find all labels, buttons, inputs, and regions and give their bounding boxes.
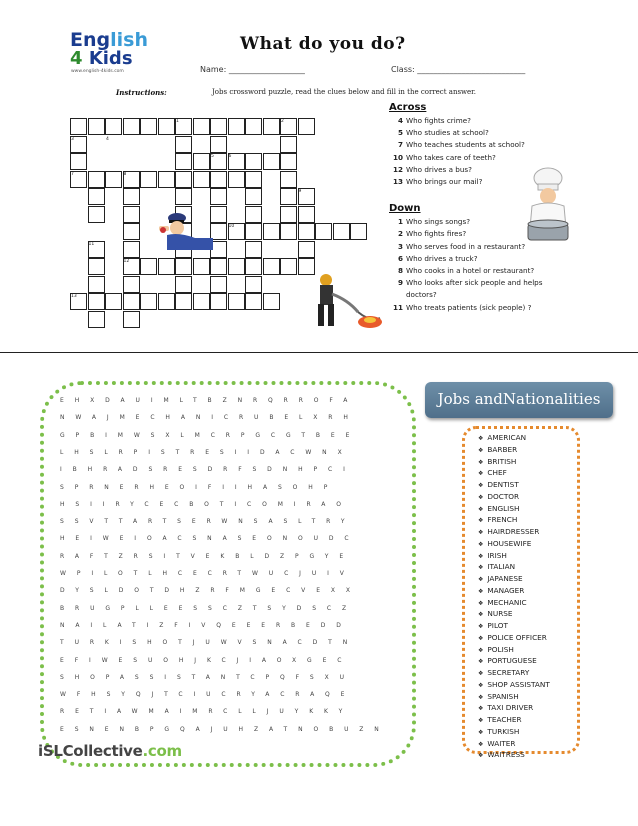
word-list-label: MECHANIC [487,597,527,607]
wordsearch-row: DYSLDOTDHZRFMGECVEXX [60,587,361,595]
diamond-bullet-icon: ❖ [478,517,484,525]
crossword-cell [88,171,105,188]
clue-text: Who brings our mail? [406,177,483,187]
clue-number: 2 [397,229,403,239]
clue-number: 7 [397,140,403,150]
clue-text: doctors? [406,290,437,300]
crossword-cell [123,311,140,328]
wordsearch-row: IBHRADSRESDRFSDNHPCI [60,466,356,474]
wordsearch-row: BRUGPLLEESSCZTSYDSCZ [60,604,357,612]
crossword-cell [105,293,122,310]
clue-text: Who looks after sick people and helps [406,278,543,288]
word-list-label: HOUSEWIFE [487,538,532,548]
crossword-cell [210,293,227,310]
word-list-label: PORTUGUESE [487,656,537,666]
diamond-bullet-icon: ❖ [478,435,484,442]
diamond-bullet-icon: ❖ [478,552,484,560]
crossword-cell [123,276,140,293]
diamond-bullet-icon: ❖ [478,482,484,489]
word-list-label: BRITISH [487,456,517,466]
crossword-cell [88,206,105,223]
crossword-cell [245,118,262,135]
crossword-cell [140,293,157,310]
clue-item [389,228,589,240]
word-list-item [478,598,550,610]
clues-panel [389,102,589,314]
crossword-cell [158,258,175,275]
across-heading: Across [389,102,427,113]
diamond-bullet-icon: ❖ [478,670,484,677]
crossword-cell [280,153,297,170]
word-list-label: TURKISH [487,726,520,736]
clue-text: Who serves food in a restaurant? [406,241,526,251]
clue-number: 11 [392,302,403,312]
crossword-cell [210,136,227,153]
wordsearch-row: RETIAWMAIMRCLLJUYKKY [60,708,354,716]
crossword-cell [350,223,367,240]
instructions-text: Jobs crossword puzzle, read the clues below and fill in the correct answer. [212,88,476,96]
crossword-cell [210,276,227,293]
crossword-cell [245,153,262,170]
section-divider [0,352,638,353]
crossword-number: 9 [298,189,302,194]
clue-text: Who fights crime? [406,116,471,125]
wordsearch-row: WFHSYQJTCIUCRYACRAQE [60,691,356,699]
word-list-item [478,492,550,504]
word-list-item [478,703,550,715]
diamond-bullet-icon: ❖ [478,540,484,548]
word-list-item [478,586,550,598]
diamond-bullet-icon: ❖ [478,693,484,701]
word-list-label: POLISH [487,644,514,654]
wordsearch-row: ESNENBPGQAJUHZATNOBUZN [60,725,390,733]
wordsearch-title: Jobs andNationalities [437,390,601,408]
wordsearch-row: WPILOTLHCECRTWUCJUIV [60,570,355,577]
crossword-cell [245,241,262,258]
crossword-cell [88,188,105,205]
crossword-cell [158,118,175,135]
clue-item [389,164,589,176]
crossword-cell [263,153,280,170]
word-list-label: HAIRDRESSER [487,527,540,536]
crossword-cell [245,188,262,205]
firefighter-illustration [308,272,388,330]
crossword-cell [88,258,105,275]
crossword-cell [210,188,227,205]
clue-item [389,277,589,289]
crossword-cell [175,171,192,188]
word-list-label: JAPANESE [487,574,523,583]
word-list-label: AMERICAN [487,433,527,442]
class-field-label: Class: ___________________________ [391,65,526,74]
crossword-cell [70,153,87,170]
word-list-item [478,457,550,469]
watermark-logo: iSLCollective.com [38,742,182,760]
crossword-number: 7 [71,171,74,177]
wordsearch-row: HEIWEIOACSNASEONOUDC [60,535,360,543]
word-list-item [478,750,550,762]
clue-text: Who studies at school? [406,128,489,138]
crossword-cell [228,293,245,310]
clue-item [389,289,589,301]
diamond-bullet-icon: ❖ [478,587,484,595]
crossword-cell [280,136,297,153]
crossword-cell [210,118,227,135]
word-list-item [478,645,550,657]
crossword-cell [70,118,87,135]
diamond-bullet-icon: ❖ [478,529,484,536]
logo-url: www.english-4kids.com [71,69,124,74]
clue-item [389,241,589,253]
diamond-bullet-icon: ❖ [478,505,484,513]
word-list-label: DENTIST [487,480,519,489]
crossword-cell [280,223,297,240]
word-list-label: POLICE OFFICER [487,632,547,642]
clue-text: Who drives a truck? [406,253,478,263]
crossword-cell [280,188,297,205]
crossword-number: 1 [176,119,179,124]
clue-item [389,176,589,188]
crossword-cell [298,118,315,135]
crossword-number: 3 [71,136,74,142]
wordsearch-row: SPRNERHEOIFIIHASOHP [60,483,339,491]
clue-item [389,152,589,164]
clue-number: 9 [397,278,403,288]
policeman-illustration [155,208,215,252]
crossword-cell [123,241,140,258]
diamond-bullet-icon: ❖ [478,705,484,713]
clue-item [389,127,589,139]
wordsearch-row: TURKISHOTJUWVSNACDTN [60,639,359,647]
word-list-item [478,656,550,668]
clue-text: Who drives a bus? [406,164,472,174]
word-list-item [478,668,550,680]
crossword-number: 4 [106,136,109,142]
crossword-cell [280,258,297,275]
clue-text: Who teaches students at school? [406,140,525,150]
word-list-label: TAXI DRIVER [487,703,534,713]
crossword-number: 5 [211,154,214,159]
clue-item [389,265,589,277]
word-list-item [478,739,550,751]
diamond-bullet-icon: ❖ [478,446,484,454]
clue-item [389,115,589,127]
word-list-item [478,574,550,586]
crossword-cell [263,293,280,310]
crossword-cell [88,118,105,135]
clue-number: 4 [397,116,403,125]
word-list-item [478,727,550,739]
clue-number: 13 [392,177,403,187]
crossword-cell [175,188,192,205]
diamond-bullet-icon: ❖ [478,658,484,666]
clue-text: Who takes care of teeth? [406,152,496,162]
word-list-label: MANAGER [487,585,525,595]
clue-number: 1 [397,217,403,227]
crossword-cell [88,293,105,310]
crossword-cell [123,293,140,310]
clue-text: Who sings songs? [406,217,471,227]
clue-item [389,139,589,151]
crossword-number: 8 [123,171,127,177]
crossword-cell [175,136,192,153]
diamond-bullet-icon: ❖ [478,611,484,619]
word-list-item [478,692,550,704]
crossword-cell [298,206,315,223]
crossword-cell [228,258,245,275]
crossword-number: 12 [123,259,130,264]
word-list-item [478,633,550,645]
word-list-label: DOCTOR [487,491,520,501]
word-list-label: CHEF [487,468,507,478]
crossword-cell [298,241,315,258]
clue-item [389,302,589,314]
crossword-cell [175,293,192,310]
crossword-cell [158,293,175,310]
crossword-cell [228,171,245,188]
crossword-cell [280,171,297,188]
crossword-cell [263,223,280,240]
diamond-bullet-icon: ❖ [478,646,484,654]
logo-english: English [70,29,148,51]
crossword-cell [175,258,192,275]
diamond-bullet-icon: ❖ [478,564,484,572]
crossword-cell [140,171,157,188]
crossword-number: 6 [228,154,232,159]
word-list-item [478,445,550,457]
instructions-label: Instructions: [116,88,167,97]
word-list-label: WAITRESS [487,750,525,760]
crossword-number: 10 [228,224,235,229]
crossword-cell [263,258,280,275]
word-list-label: PILOT [487,621,508,630]
crossword-cell [105,118,122,135]
word-list-label: ENGLISH [487,503,520,513]
crossword-cell [123,206,140,223]
crossword-cell [210,258,227,275]
diamond-bullet-icon: ❖ [478,717,484,724]
wordsearch-row: RAFTZRSITVEKBLDZPGYE [60,552,355,560]
crossword-cell [245,223,262,240]
word-list-label: ITALIAN [487,562,516,572]
crossword-cell [88,311,105,328]
crossword-cell [140,118,157,135]
word-list-item [478,715,550,727]
word-list-item [478,515,550,527]
crossword-cell [193,153,210,170]
clue-number: 8 [397,266,403,276]
wordsearch-row: NWAJMECHANICRUBELXRH [60,414,359,422]
wordsearch-row: SHOPASSISTANTCPQFSXU [60,673,355,681]
clue-number: 5 [397,128,403,138]
word-list-item [478,621,550,633]
crossword-cell [175,276,192,293]
wordsearch-row: LHSLRPISTRESIIDACWNX [60,448,353,456]
clue-item [389,253,589,265]
clue-number: 3 [397,241,403,251]
crossword-cell [280,206,297,223]
crossword-cell [123,223,140,240]
crossword-cell [245,276,262,293]
crossword-cell [245,171,262,188]
crossword-cell [245,258,262,275]
word-list-item [478,562,550,574]
down-heading: Down [389,203,421,215]
crossword-number: 2 [281,119,284,124]
diamond-bullet-icon: ❖ [478,470,484,478]
crossword-cell [158,171,175,188]
clue-text: Who treats patients (sick people) ? [406,302,532,312]
word-list-label: TEACHER [487,715,522,724]
diamond-bullet-icon: ❖ [478,634,484,642]
word-list-label: SPANISH [487,691,519,701]
clue-item [389,216,589,228]
clue-text: Who cooks in a hotel or restaurant? [406,266,535,276]
crossword-cell [193,171,210,188]
crossword-cell [333,223,350,240]
diamond-bullet-icon: ❖ [478,681,484,689]
word-list-label: SHOP ASSISTANT [487,679,550,689]
word-list [478,433,550,762]
word-list-item [478,609,550,621]
diamond-bullet-icon: ❖ [478,458,484,466]
crossword-cell [175,153,192,170]
crossword-cell [315,223,332,240]
diamond-bullet-icon: ❖ [478,493,484,501]
clue-number: 12 [392,164,403,174]
clue-number: 6 [397,253,403,263]
word-list-label: WAITER [487,738,516,748]
crossword-cell [123,188,140,205]
crossword-cell [263,118,280,135]
word-list-item [478,480,550,492]
crossword-cell [245,206,262,223]
diamond-bullet-icon: ❖ [478,740,484,748]
name-field-label: Name: ___________________ [200,65,305,74]
diamond-bullet-icon: ❖ [478,728,484,736]
word-list-item [478,468,550,480]
logo-4kids: 4 Kids [70,48,133,69]
crossword-number: 13 [71,294,77,299]
word-list-item [478,680,550,692]
wordsearch-row: HSIIRYCECBOTICOMIRAO [60,500,352,508]
crossword-cell [193,118,210,135]
word-list-label: SECRETARY [487,668,530,677]
word-list-label: IRISH [487,550,507,560]
word-list-label: BARBER [487,444,518,454]
diamond-bullet-icon: ❖ [478,576,484,583]
diamond-bullet-icon: ❖ [478,752,484,760]
crossword-cell [123,118,140,135]
crossword-cell [245,293,262,310]
crossword-cell [193,258,210,275]
crossword-cell [88,276,105,293]
crossword-cell [105,171,122,188]
word-list-item [478,504,550,516]
wordsearch-row: GPBIMWSXLMCRPGCGTBEE [60,431,361,439]
word-list-item [478,551,550,563]
crossword-cell [193,293,210,310]
diamond-bullet-icon: ❖ [478,623,484,630]
wordsearch-row: EHXDAUIMLTBZNRQRROFA [60,397,359,404]
crossword-number: 11 [88,241,95,247]
wordsearch-row: EFIWESUOHJKCJIAOXGEC [60,656,353,664]
word-list-item [478,539,550,551]
crossword-cell [210,171,227,188]
wordsearch-row: SSVTTARTSERWNSASLTRY [60,518,356,526]
crossword-cell [228,118,245,135]
crossword-cell [298,223,315,240]
wordsearch-row: NAILATIZFIVQEEERBEDD [60,621,352,629]
word-list-item [478,433,550,445]
clue-number: 10 [392,152,403,162]
word-list-item [478,527,550,539]
crossword-cell [140,258,157,275]
word-list-label: FRENCH [487,515,518,525]
word-list-label: NURSE [487,609,513,619]
page-title: What do you do? [240,34,406,54]
clue-text: Who fights fires? [406,229,467,239]
diamond-bullet-icon: ❖ [478,599,484,607]
